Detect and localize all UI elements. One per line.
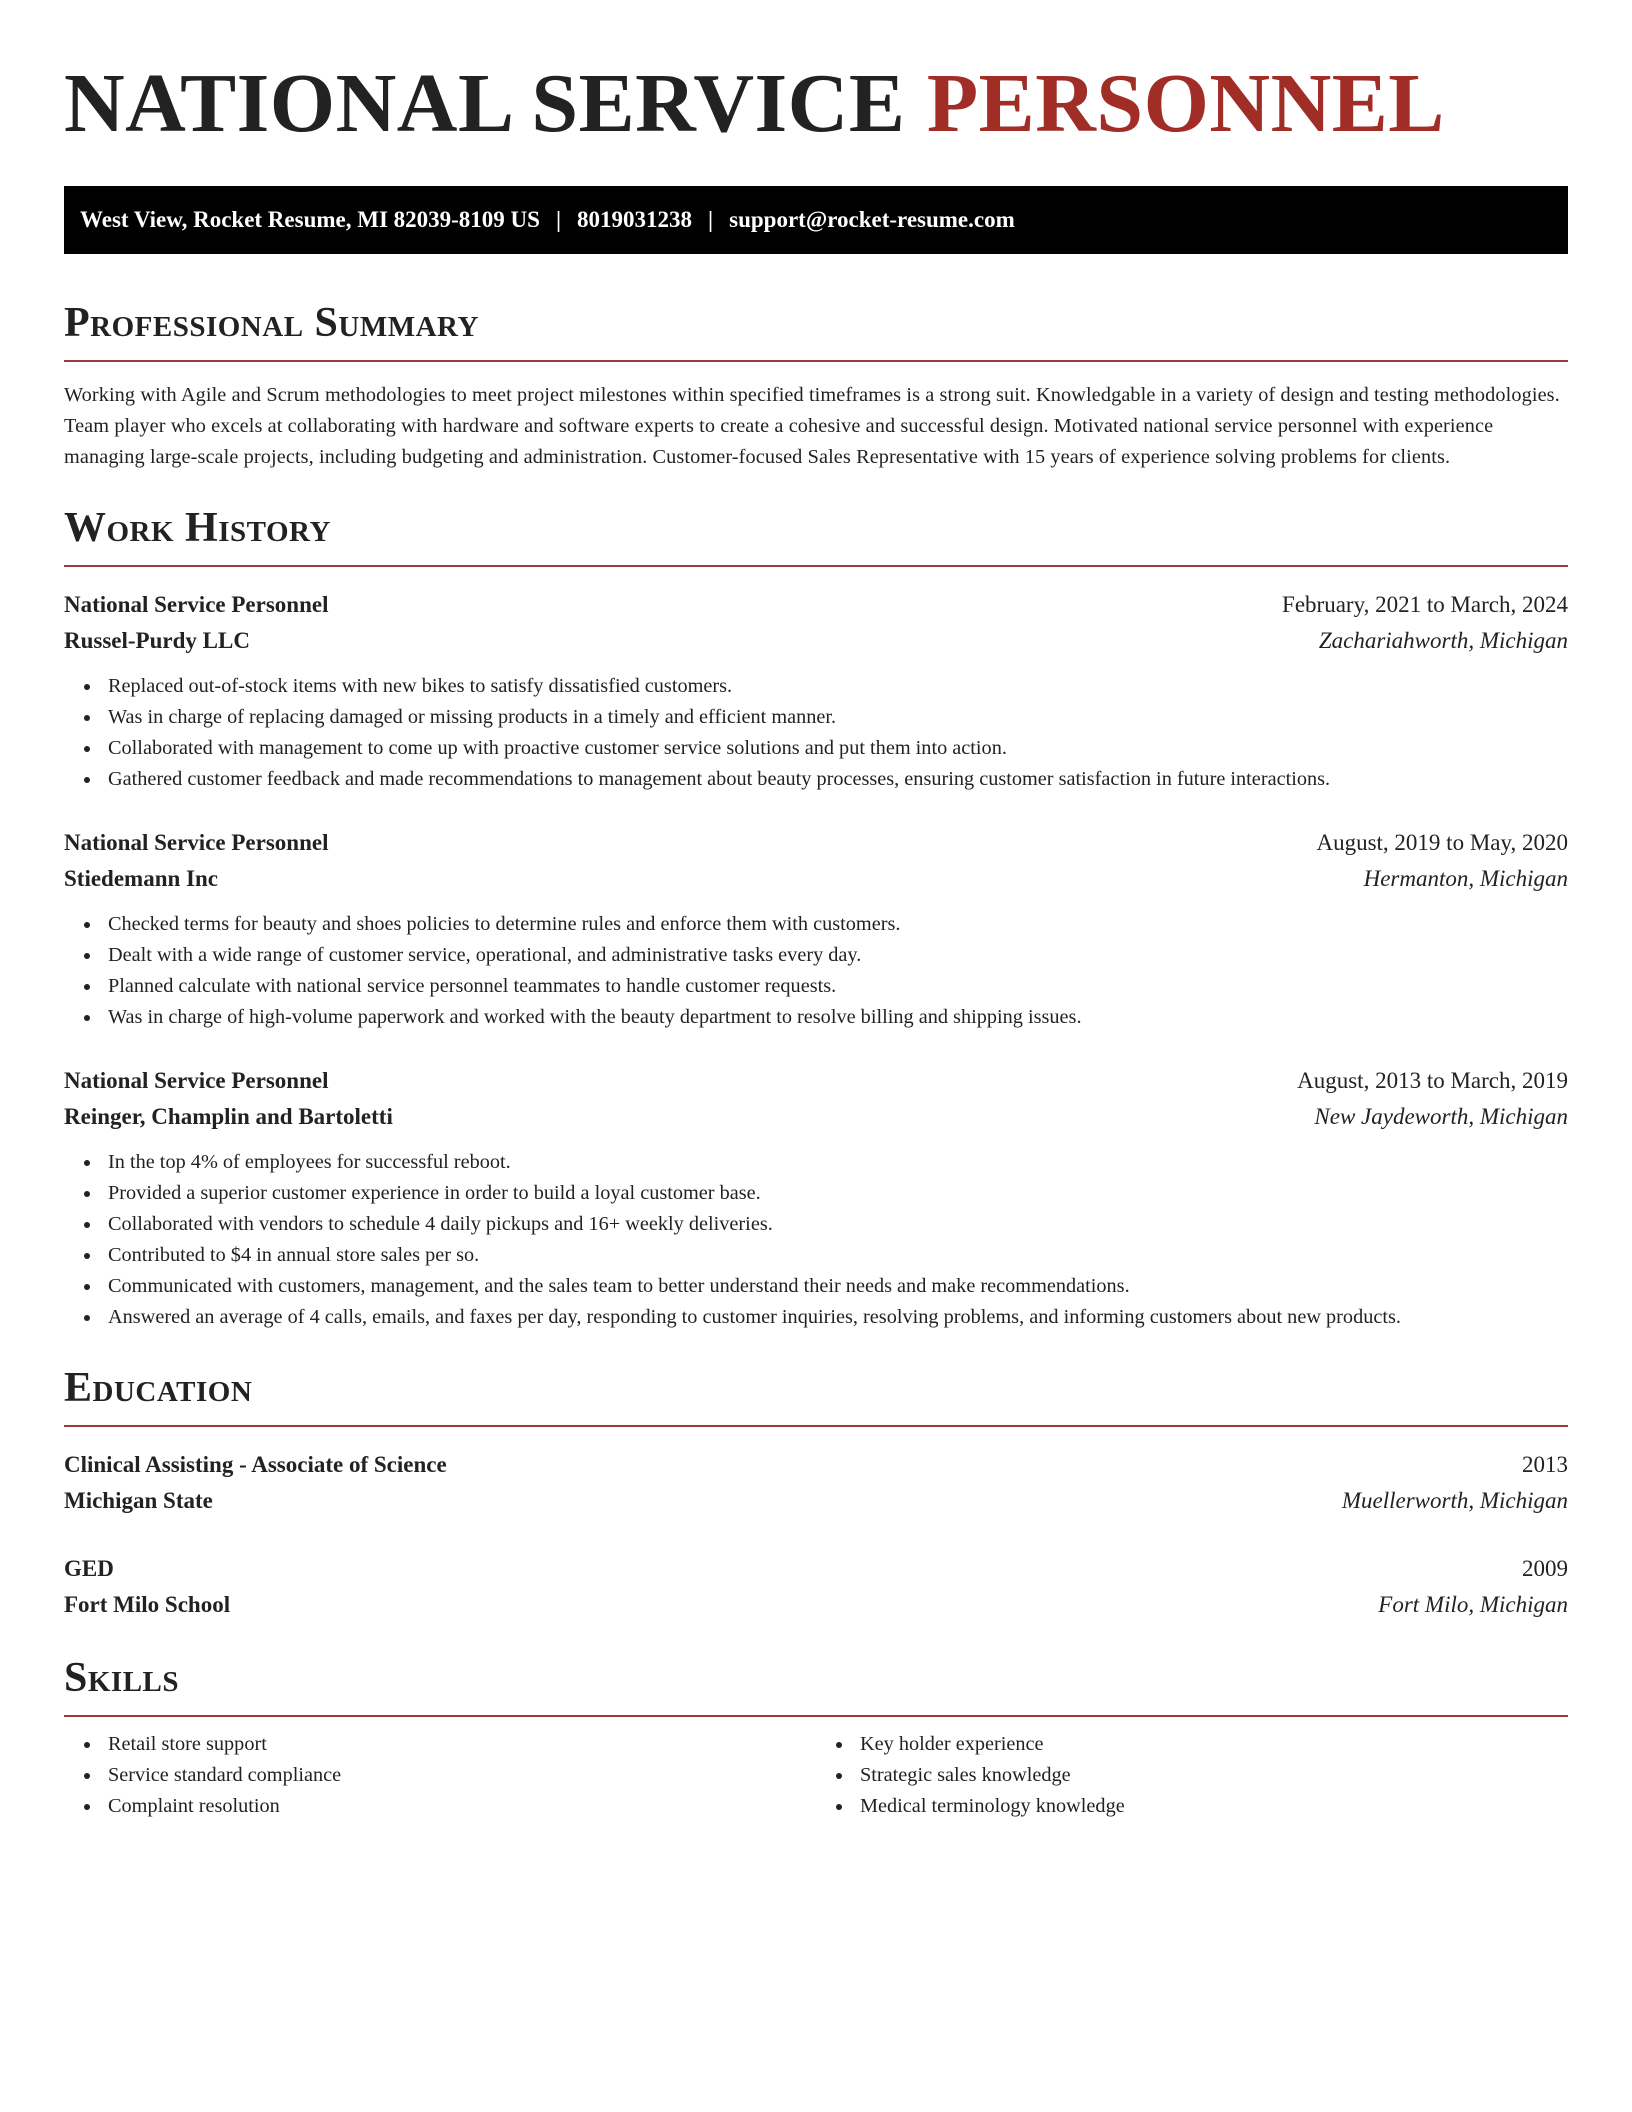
- contact-bar: [64, 186, 1568, 254]
- job-bullet: Planned calculate with national service personnel teammates to handle customer requests.: [108, 971, 1568, 1002]
- job-bullet: Was in charge of replacing damaged or missing products in a timely and efficient manner.: [108, 702, 1568, 733]
- section-title-summary: Professional Summary: [64, 300, 479, 346]
- job-company: Reinger, Champlin and Bartoletti: [64, 1104, 393, 1129]
- education-entry: [64, 1447, 1568, 1519]
- section-title-work-history: Work History: [64, 505, 331, 551]
- skills-column-right: [816, 1729, 1568, 1822]
- skills-grid: [64, 1729, 1568, 1822]
- contact-separator: |: [708, 207, 714, 232]
- job-bullet: Answered an average of 4 calls, emails, and faxes per day, responding to customer inquiries, resolving problems, and informing customers about new products.: [108, 1302, 1568, 1333]
- education-school: Fort Milo School: [64, 1592, 231, 1617]
- name-first-part: NATIONAL SERVICE: [64, 57, 906, 150]
- job-title: National Service Personnel: [64, 592, 329, 617]
- section-divider: [64, 1425, 1568, 1427]
- job-bullet: Collaborated with vendors to schedule 4 daily pickups and 16+ weekly deliveries.: [108, 1209, 1568, 1240]
- job-location: New Jaydeworth, Michigan: [1314, 1104, 1568, 1129]
- education-degree: GED: [64, 1556, 114, 1581]
- contact-separator: |: [555, 207, 562, 232]
- education-year: 2009: [1522, 1556, 1568, 1581]
- section-divider: [64, 360, 1568, 362]
- job-bullets: [64, 909, 1568, 1033]
- education-year: 2013: [1522, 1452, 1568, 1477]
- job-bullet: Contributed to $4 in annual store sales per so.: [108, 1240, 1568, 1271]
- job-bullet: Collaborated with management to come up with proactive customer service solutions and put them into action.: [108, 733, 1568, 764]
- contact-email[interactable]: support@rocket-resume.com: [729, 207, 1015, 232]
- job-bullet: Communicated with customers, management, and the sales team to better understand their needs and make recommendations.: [108, 1271, 1568, 1302]
- job-bullet: Provided a superior customer experience in order to build a loyal customer base.: [108, 1178, 1568, 1209]
- job-entry: [64, 825, 1568, 1033]
- job-location: Zachariahworth, Michigan: [1318, 628, 1568, 653]
- job-entry: [64, 587, 1568, 795]
- section-divider: [64, 565, 1568, 567]
- job-company: Russel-Purdy LLC: [64, 628, 250, 653]
- education-location: Muellerworth, Michigan: [1341, 1488, 1568, 1513]
- skill-item: Strategic sales knowledge: [860, 1760, 1568, 1791]
- job-bullet: Was in charge of high-volume paperwork and worked with the beauty department to resolve billing and shipping issues.: [108, 1002, 1568, 1033]
- candidate-name: [64, 58, 1568, 150]
- job-bullet: Replaced out-of-stock items with new bikes to satisfy dissatisfied customers.: [108, 671, 1568, 702]
- education-section: [64, 1363, 1568, 1623]
- skill-item: Key holder experience: [860, 1729, 1568, 1760]
- contact-address: West View, Rocket Resume, MI 82039-8109 US: [80, 207, 540, 232]
- job-dates: February, 2021 to March, 2024: [1282, 592, 1568, 617]
- job-bullet: Dealt with a wide range of customer service, operational, and administrative tasks every day.: [108, 940, 1568, 971]
- name-last-part: PERSONNEL: [926, 57, 1445, 150]
- education-school: Michigan State: [64, 1488, 213, 1513]
- section-title-education: Education: [64, 1365, 253, 1411]
- job-company: Stiedemann Inc: [64, 866, 218, 891]
- summary-text: Working with Agile and Scrum methodologies to meet project milestones within specified timeframes is a strong suit. Knowledgable in a variety of design and testing methodologies. Team player who excels at collaborating with hardware and software experts to create a cohesive and successful design. Motivated national service personnel with experience managing large-scale projects, including budgeting and administration. Customer-focused Sales Representative with 15 years of experience solving problems for clients.: [64, 384, 1560, 468]
- job-location: Hermanton, Michigan: [1363, 866, 1568, 891]
- skill-item: Retail store support: [108, 1729, 816, 1760]
- skills-section: [64, 1653, 1568, 1822]
- work-history-section: [64, 503, 1568, 1333]
- job-bullets: [64, 1147, 1568, 1333]
- section-title-skills: Skills: [64, 1655, 180, 1701]
- job-bullets: [64, 671, 1568, 795]
- skills-column-left: [64, 1729, 816, 1822]
- contact-phone[interactable]: 8019031238: [577, 207, 693, 232]
- job-entry: [64, 1063, 1568, 1333]
- skill-item: Service standard compliance: [108, 1760, 816, 1791]
- education-location: Fort Milo, Michigan: [1378, 1592, 1568, 1617]
- education-entry: [64, 1551, 1568, 1623]
- summary-section: [64, 298, 1568, 473]
- section-divider: [64, 1715, 1568, 1717]
- job-title: National Service Personnel: [64, 830, 329, 855]
- skill-item: Complaint resolution: [108, 1791, 816, 1822]
- job-title: National Service Personnel: [64, 1068, 329, 1093]
- job-bullet: Gathered customer feedback and made recommendations to management about beauty processes, ensuring customer satisfaction in future interactions.: [108, 764, 1568, 795]
- skill-item: Medical terminology knowledge: [860, 1791, 1568, 1822]
- job-bullet: Checked terms for beauty and shoes policies to determine rules and enforce them with customers.: [108, 909, 1568, 940]
- job-bullet: In the top 4% of employees for successful reboot.: [108, 1147, 1568, 1178]
- job-dates: August, 2013 to March, 2019: [1297, 1068, 1568, 1093]
- job-dates: August, 2019 to May, 2020: [1316, 830, 1568, 855]
- education-degree: Clinical Assisting - Associate of Science: [64, 1452, 447, 1477]
